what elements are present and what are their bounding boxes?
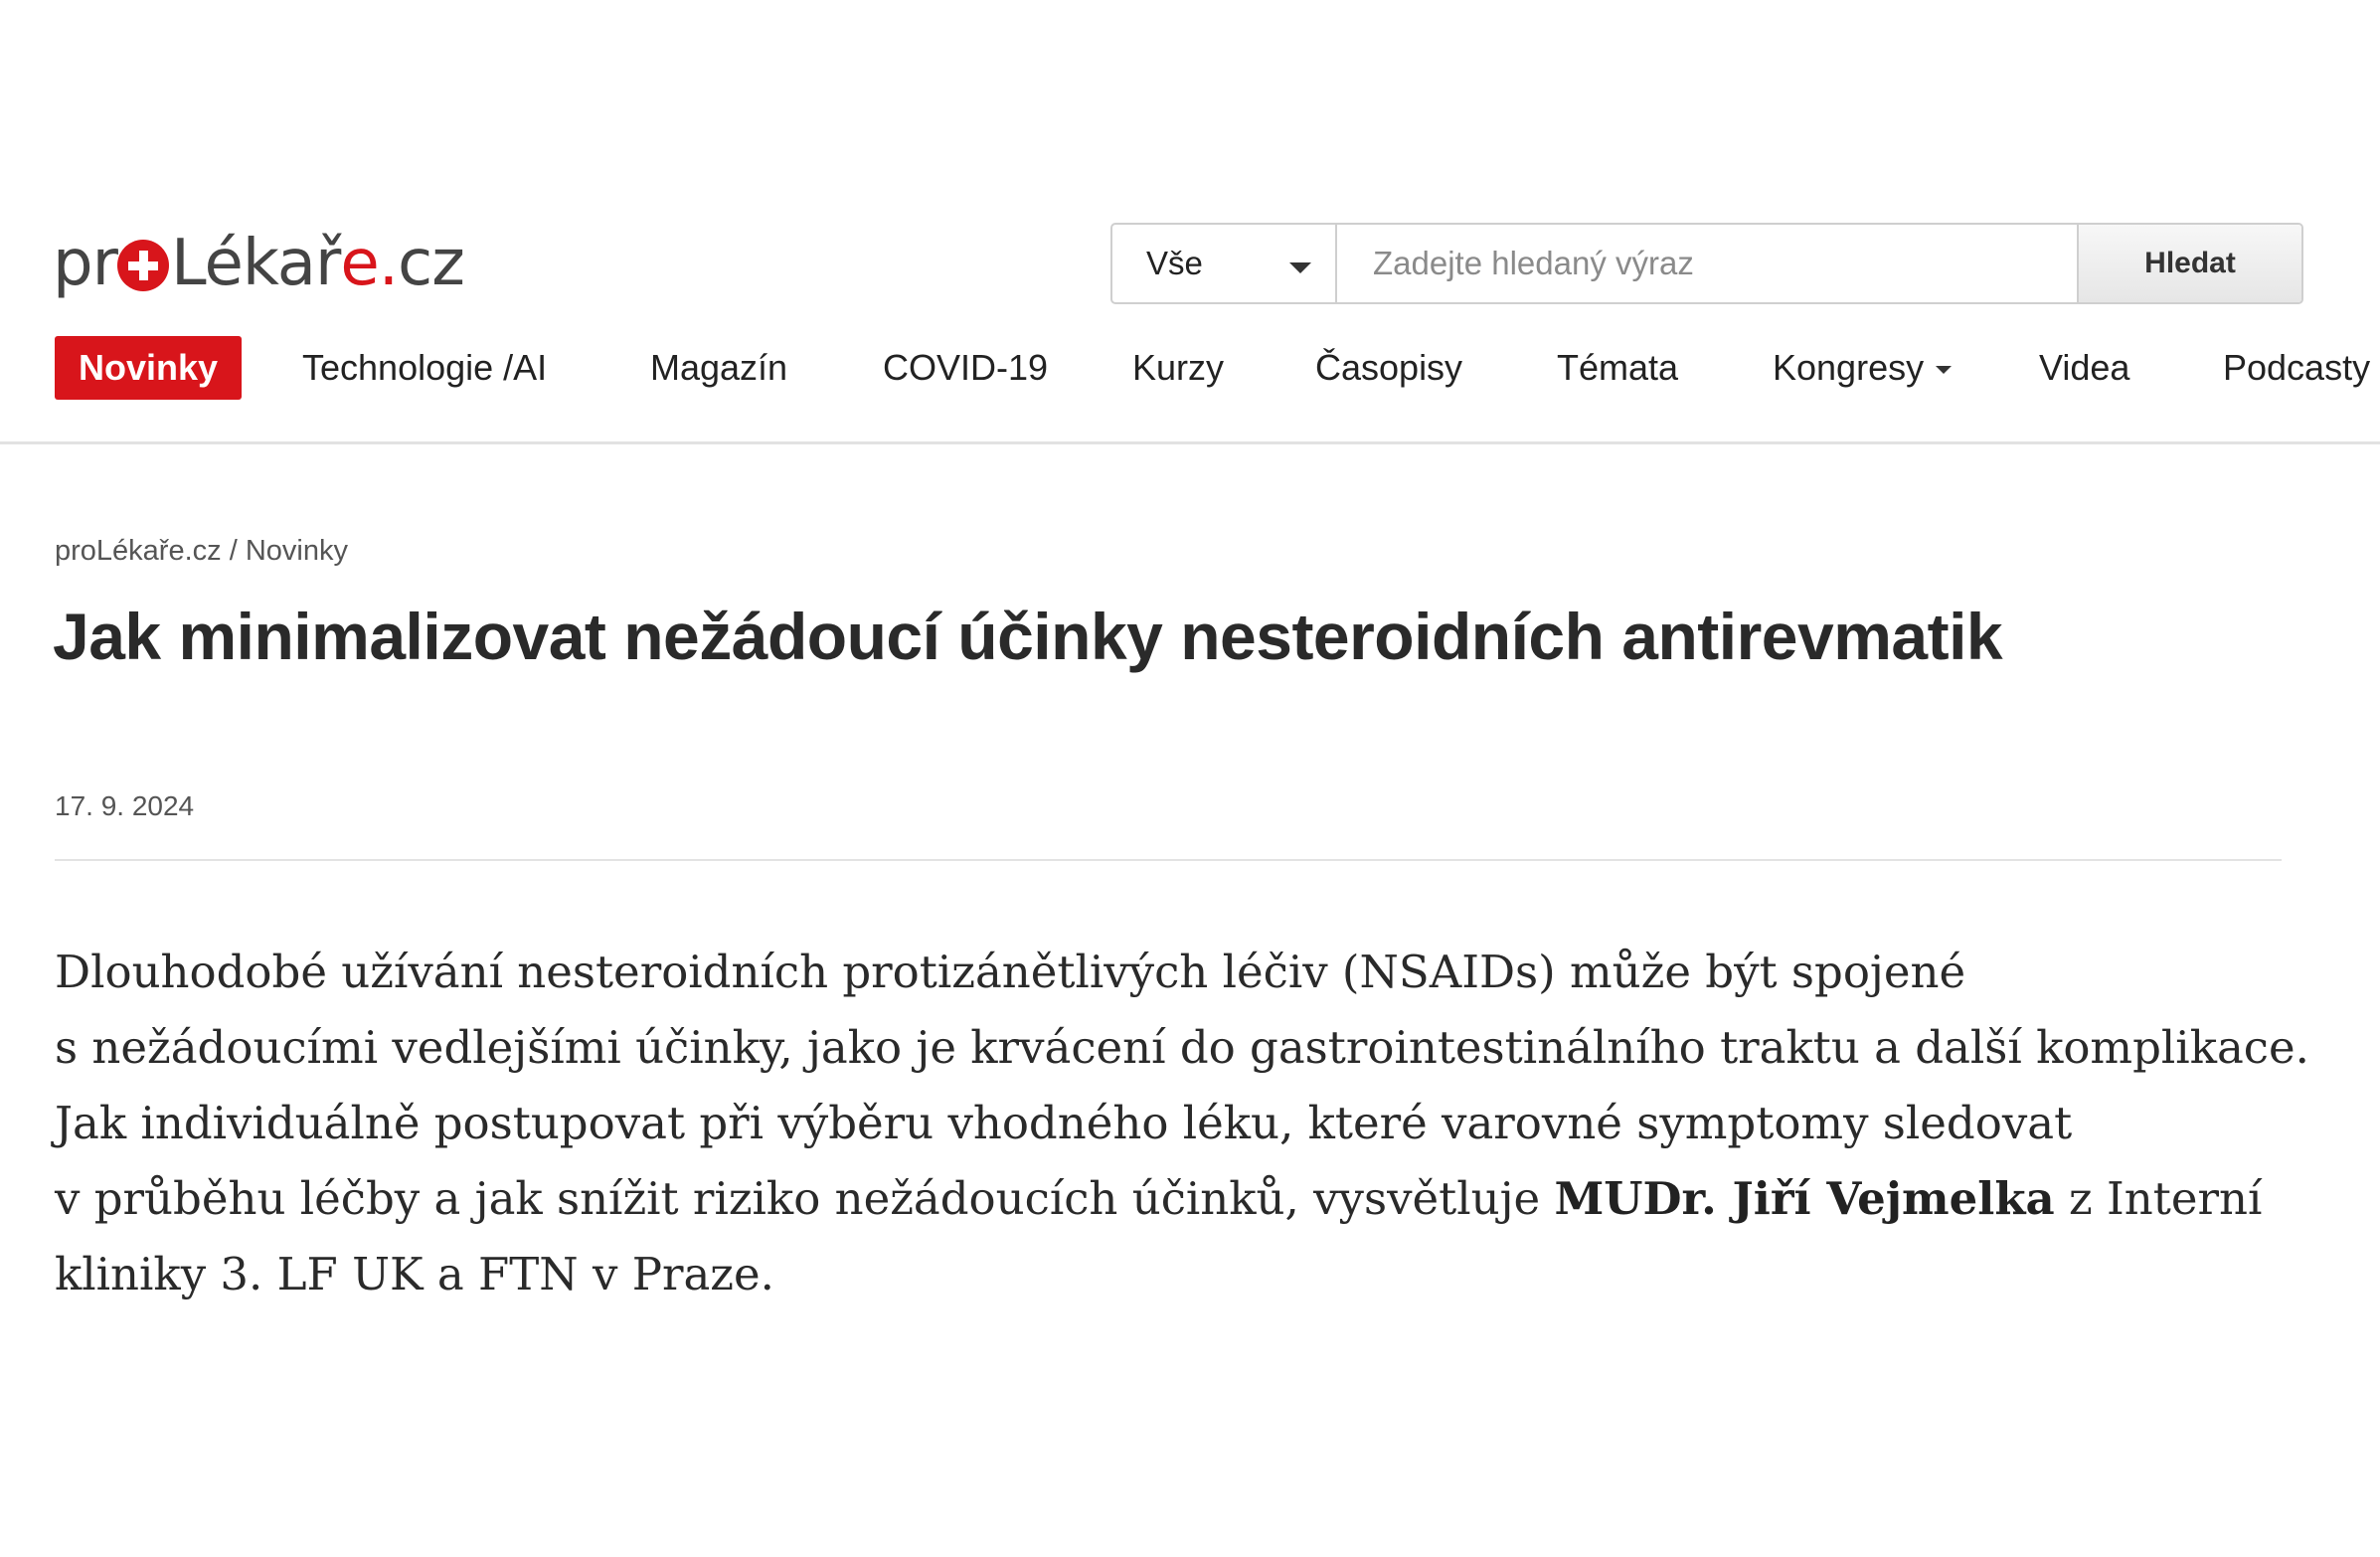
lead-line-1: Dlouhodobé užívání nesteroidních protizánětlivých léčiv (NSAIDs) může být spojené	[55, 946, 1966, 998]
search-bar	[1110, 223, 2303, 304]
logo-text-prefix: pr	[53, 227, 117, 300]
breadcrumb-home-link[interactable]: proLékaře.cz	[55, 535, 222, 567]
nav-item-covid-19[interactable]: COVID-19	[883, 347, 1049, 388]
breadcrumb-current-link[interactable]: Novinky	[245, 535, 348, 567]
lead-line-4	[55, 1161, 2341, 1237]
nav-item-technologie-ai[interactable]: Technologie /AI	[302, 347, 548, 388]
lead-author-name: MUDr. Jiří Vejmelka	[1554, 1172, 2055, 1225]
nav-item-casopisy[interactable]: Časopisy	[1315, 347, 1463, 388]
article-divider	[55, 859, 2282, 861]
logo-text-domain: cz	[398, 227, 464, 300]
article-date: 17. 9. 2024	[55, 790, 195, 821]
search-category-value: Vše	[1146, 245, 1203, 281]
nav-item-kongresy-label: Kongresy	[1773, 347, 1925, 388]
red-cross-icon	[117, 240, 169, 291]
lead-line-5: kliniky 3. LF UK a FTN v Praze.	[55, 1248, 774, 1300]
lead-line-2: s nežádoucími vedlejšími účinky, jako je krvácení do gastrointestinálního traktu a další komplikace.	[55, 1021, 2309, 1074]
lead-line-4-tail: z Interní	[2054, 1172, 2263, 1225]
search-input[interactable]	[1337, 225, 2077, 302]
nav-item-magazin[interactable]: Magazín	[650, 347, 788, 388]
nav-item-videa[interactable]: Videa	[2039, 347, 2130, 388]
nav-item-kongresy[interactable]	[1773, 336, 1952, 400]
article-lead	[55, 935, 2341, 1312]
lead-line-3: Jak individuálně postupovat při výběru vhodného léku, které varovné symptomy sledovat	[55, 1097, 2073, 1149]
nav-item-podcasty[interactable]: Podcasty	[2223, 347, 2371, 388]
search-button[interactable]: Hledat	[2077, 225, 2301, 302]
nav-item-novinky[interactable]: Novinky	[55, 336, 242, 400]
breadcrumb	[55, 535, 348, 568]
header-divider	[0, 441, 2380, 444]
lead-line-4-text: v průběhu léčby a jak snížit riziko nežádoucích účinků, vysvětluje	[55, 1172, 1555, 1225]
main-nav	[0, 336, 2380, 400]
article-title: Jak minimalizovat nežádoucí účinky nesteroidních antirevmatik	[53, 600, 2003, 673]
breadcrumb-separator: /	[221, 535, 246, 567]
logo-text-main: Lékař	[170, 227, 341, 300]
nav-item-kurzy[interactable]: Kurzy	[1132, 347, 1225, 388]
nav-item-temata[interactable]: Témata	[1557, 347, 1679, 388]
logo-text-dot: e.	[340, 227, 399, 300]
caret-down-icon	[1936, 366, 1952, 374]
site-logo[interactable]	[53, 224, 464, 303]
chevron-down-icon	[1289, 262, 1311, 273]
search-category-select[interactable]	[1112, 225, 1337, 302]
